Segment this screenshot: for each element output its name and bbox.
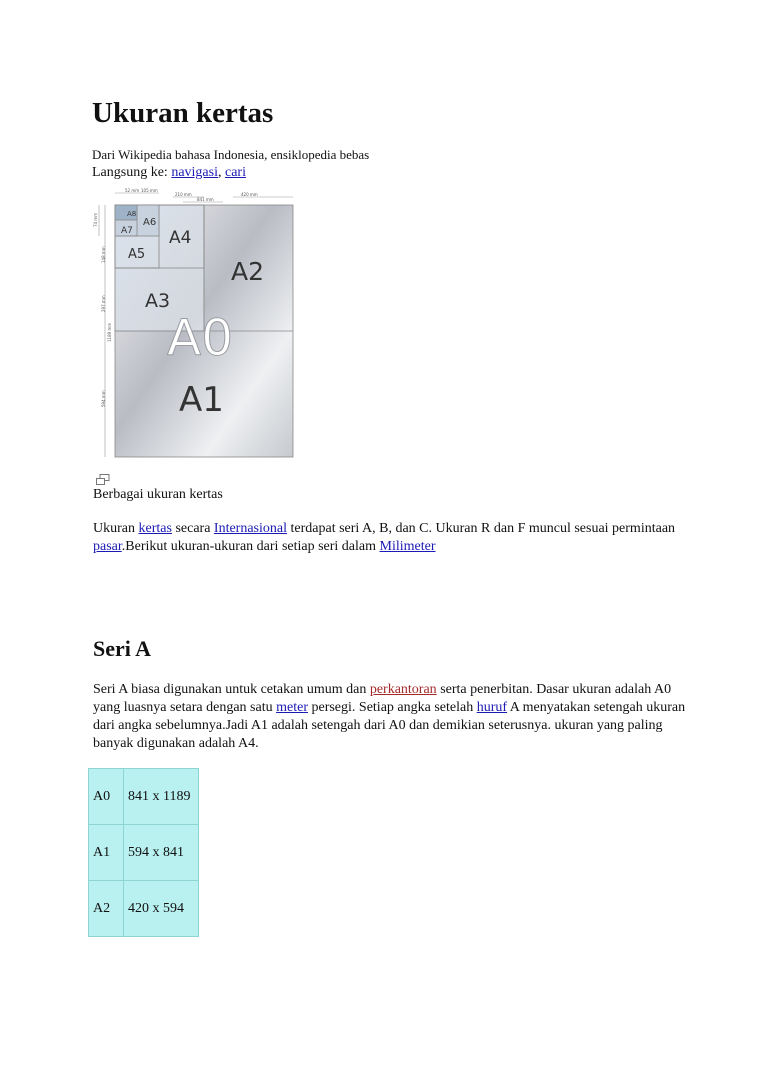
table-cell-name: A1 xyxy=(89,825,124,881)
seri-a-paragraph xyxy=(93,681,693,753)
table-row xyxy=(89,881,199,937)
table-cell-name: A2 xyxy=(89,881,124,937)
dim-210: 210 mm xyxy=(175,192,192,197)
dim-105: 105 mm xyxy=(141,188,158,193)
label-a0: A0 xyxy=(167,309,234,367)
figure-caption: Berbagai ukuran kertas xyxy=(93,487,223,502)
subtitle: Dari Wikipedia bahasa Indonesia, ensiklopedia bebas xyxy=(92,147,370,162)
link-milimeter[interactable]: Milimeter xyxy=(379,539,436,554)
label-a4: A4 xyxy=(169,228,192,248)
intro-text-2: secara xyxy=(171,521,214,536)
link-internasional[interactable]: Internasional xyxy=(213,521,287,536)
seri-a-text-3: persegi. Setiap angka setelah xyxy=(307,700,477,715)
enlarge-icon[interactable] xyxy=(96,474,110,486)
size-table xyxy=(88,768,199,937)
link-pasar[interactable]: pasar xyxy=(93,539,122,554)
section-heading-seri-a: Seri A xyxy=(93,636,152,661)
link-meter[interactable]: meter xyxy=(276,700,308,715)
seri-a-text-1: Seri A biasa digunakan untuk cetakan umum dan xyxy=(93,682,370,697)
link-kertas[interactable]: kertas xyxy=(138,521,172,536)
label-a3: A3 xyxy=(145,290,171,312)
label-a5: A5 xyxy=(128,247,146,262)
dim-297: 297 mm xyxy=(101,295,106,312)
label-a6: A6 xyxy=(143,217,157,228)
dim-841: 841 mm xyxy=(197,197,214,202)
link-perkantoran[interactable]: perkantoran xyxy=(369,682,437,697)
table-cell-size: 420 x 594 xyxy=(124,881,199,937)
dim-594: 594 mm xyxy=(101,390,106,407)
dim-420: 420 mm xyxy=(241,192,258,197)
label-a1: A1 xyxy=(179,380,224,420)
table-cell-size: 841 x 1189 xyxy=(124,769,199,825)
label-a8: A8 xyxy=(127,210,137,218)
dim-52: 52 mm xyxy=(125,188,140,193)
intro-text-4: .Berikut ukuran-ukuran dari setiap seri dalam xyxy=(121,539,380,554)
label-a7: A7 xyxy=(121,226,133,236)
table-row xyxy=(89,769,199,825)
intro-text-3: terdapat seri A, B, dan C. Ukuran R dan F muncul sesuai permintaan xyxy=(287,521,676,536)
jump-prefix: Langsung ke: xyxy=(92,165,172,180)
label-a2: A2 xyxy=(231,257,265,286)
paper-sizes-figure[interactable] xyxy=(93,187,301,462)
jump-links xyxy=(92,164,692,182)
table-cell-name: A0 xyxy=(89,769,124,825)
dim-74: 74 mm xyxy=(93,212,98,227)
seri-a-text-4: A menyatakan setengah ukuran dari angka sebelumnya.Jadi A1 adalah setengah dari A0 dan demikian seterusnya. ukuran yang paling banyak digunakan adalah A4. xyxy=(93,700,686,751)
page-title: Ukuran kertas xyxy=(92,97,274,129)
jump-sep: , xyxy=(217,165,225,180)
table-row xyxy=(89,825,199,881)
link-huruf[interactable]: huruf xyxy=(476,700,508,715)
intro-text-1: Ukuran xyxy=(93,521,139,536)
search-link[interactable]: cari xyxy=(224,165,246,180)
dim-1189: 1189 mm xyxy=(107,322,112,342)
intro-paragraph xyxy=(93,520,693,556)
nav-link[interactable]: navigasi xyxy=(171,165,218,180)
dim-148: 148 mm xyxy=(101,246,106,263)
seri-a-text-2: serta penerbitan. Dasar ukuran adalah A0 yang luasnya setara dengan satu xyxy=(93,682,672,715)
table-cell-size: 594 x 841 xyxy=(124,825,199,881)
